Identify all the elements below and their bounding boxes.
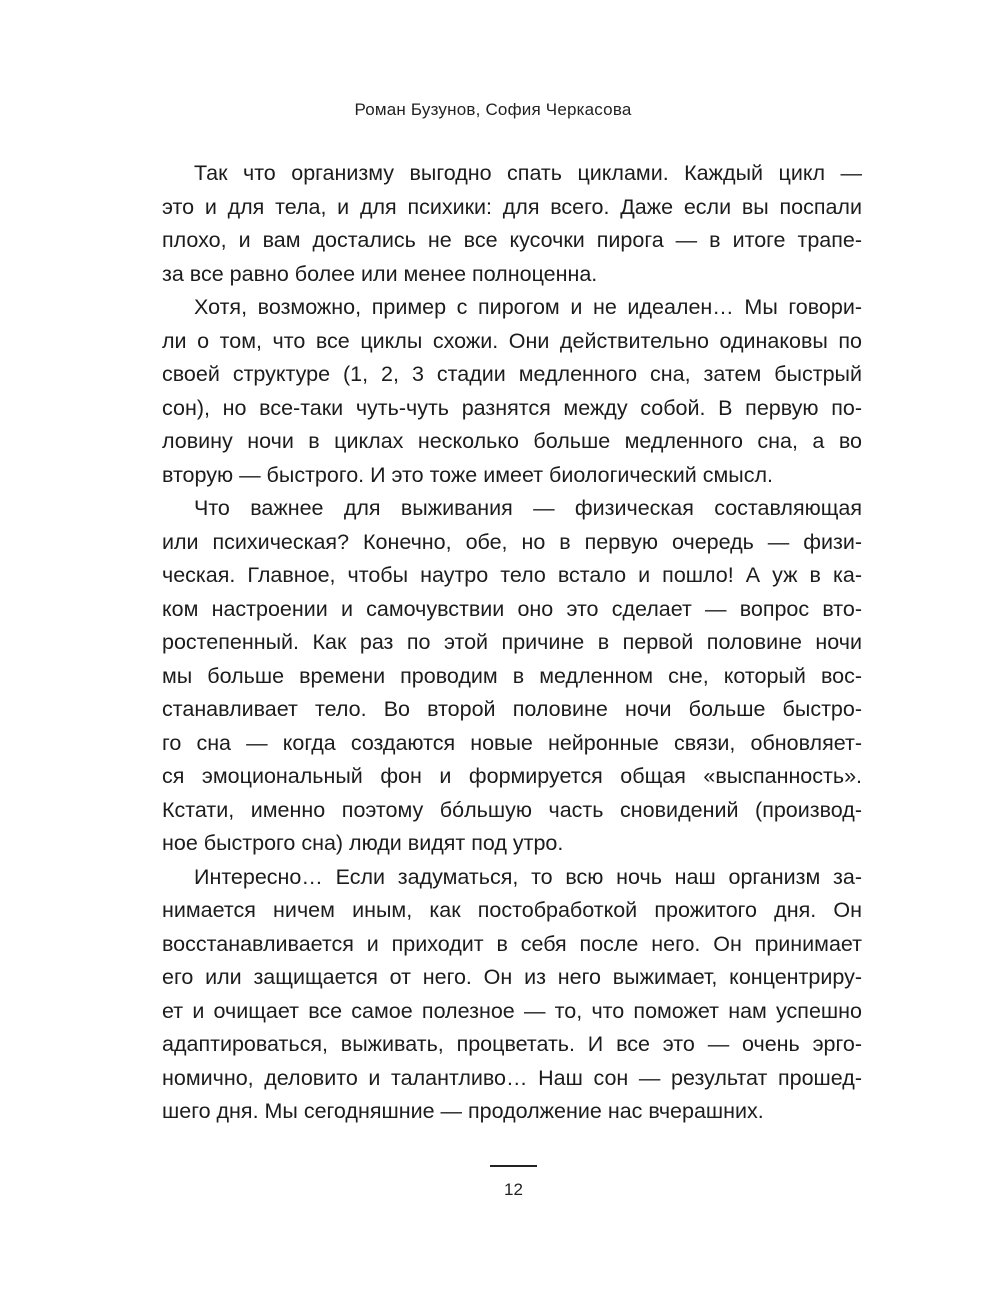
text-line: мы больше времени проводим в медленном сне, который вос- [162,663,862,688]
footer-divider [490,1165,537,1167]
text-line: Так что организму выгодно спать циклами. Каждый цикл — [194,161,862,185]
text-line: шего дня. Мы сегодняшние — продолжение нас вчерашних. [162,1099,764,1123]
text-line: это и для тела, и для психики: для всего. Даже если вы поспали [162,194,862,219]
paragraph-3 [162,492,862,861]
text-line: станавливает тело. Во второй половине ночи больше быстро- [162,697,862,721]
text-line: ли о том, что все циклы схожи. Они действительно одинаковы по [162,328,862,353]
text-line: сон), но все-таки чуть-чуть разнятся между собой. В первую по- [162,395,862,420]
paragraph-1 [162,157,862,291]
body-text [162,157,862,1129]
text-line: вторую — быстрого. И это тоже имеет биологический смысл. [162,462,773,487]
text-line: ет и очищает все самое полезное — то, что поможет нам успешно [162,998,862,1023]
text-line: Хотя, возможно, пример с пирогом и не идеален… Мы говори- [194,295,862,319]
text-line: ное быстрого сна) люди видят под утро. [162,831,564,855]
paragraph-4 [162,861,862,1129]
text-line: Интересно… Если задуматься, то всю ночь наш организм за- [194,864,862,889]
text-line: Кстати, именно поэтому бóльшую часть сновидений (производ- [162,797,862,822]
text-line: своей структуре (1, 2, 3 стадии медленного сна, затем быстрый [162,362,862,386]
text-line: или психическая? Конечно, обе, но в первую очередь — физи- [162,529,862,554]
text-line: номично, деловито и талантливо… Наш сон — результат прошед- [162,1065,862,1090]
text-line: его или защищается от него. Он из него выжимает, концентриру- [162,965,862,989]
text-line: ростепенный. Как раз по этой причине в первой половине ночи [162,630,862,654]
text-line: Что важнее для выживания — физическая составляющая [194,496,862,520]
text-line: ловину ночи в циклах несколько больше медленного сна, а во [162,429,862,453]
text-line: ческая. Главное, чтобы наутро тело встало и пошло! А уж в ка- [162,563,862,587]
paragraph-2 [162,291,862,492]
text-line: за все равно более или менее полноценна. [162,261,598,286]
text-line: плохо, и вам достались не все кусочки пирога — в итоге трапе- [162,228,862,252]
text-line: ком настроении и самочувствии оно это сделает — вопрос вто- [162,596,862,621]
text-line: восстанавливается и приходит в себя после него. Он принимает [162,931,862,956]
text-line: нимается ничем иным, как постобработкой прожитого дня. Он [162,898,862,922]
text-line: ся эмоциональный фон и формируется общая «выспанность». [162,764,862,788]
page-number: 12 [504,1180,523,1199]
text-line: го сна — когда создаются новые нейронные связи, обновляет- [162,730,862,755]
running-header: Роман Бузунов, София Черкасова [354,100,632,119]
text-line: адаптироваться, выживать, процветать. И все это — очень эрго- [162,1032,862,1056]
